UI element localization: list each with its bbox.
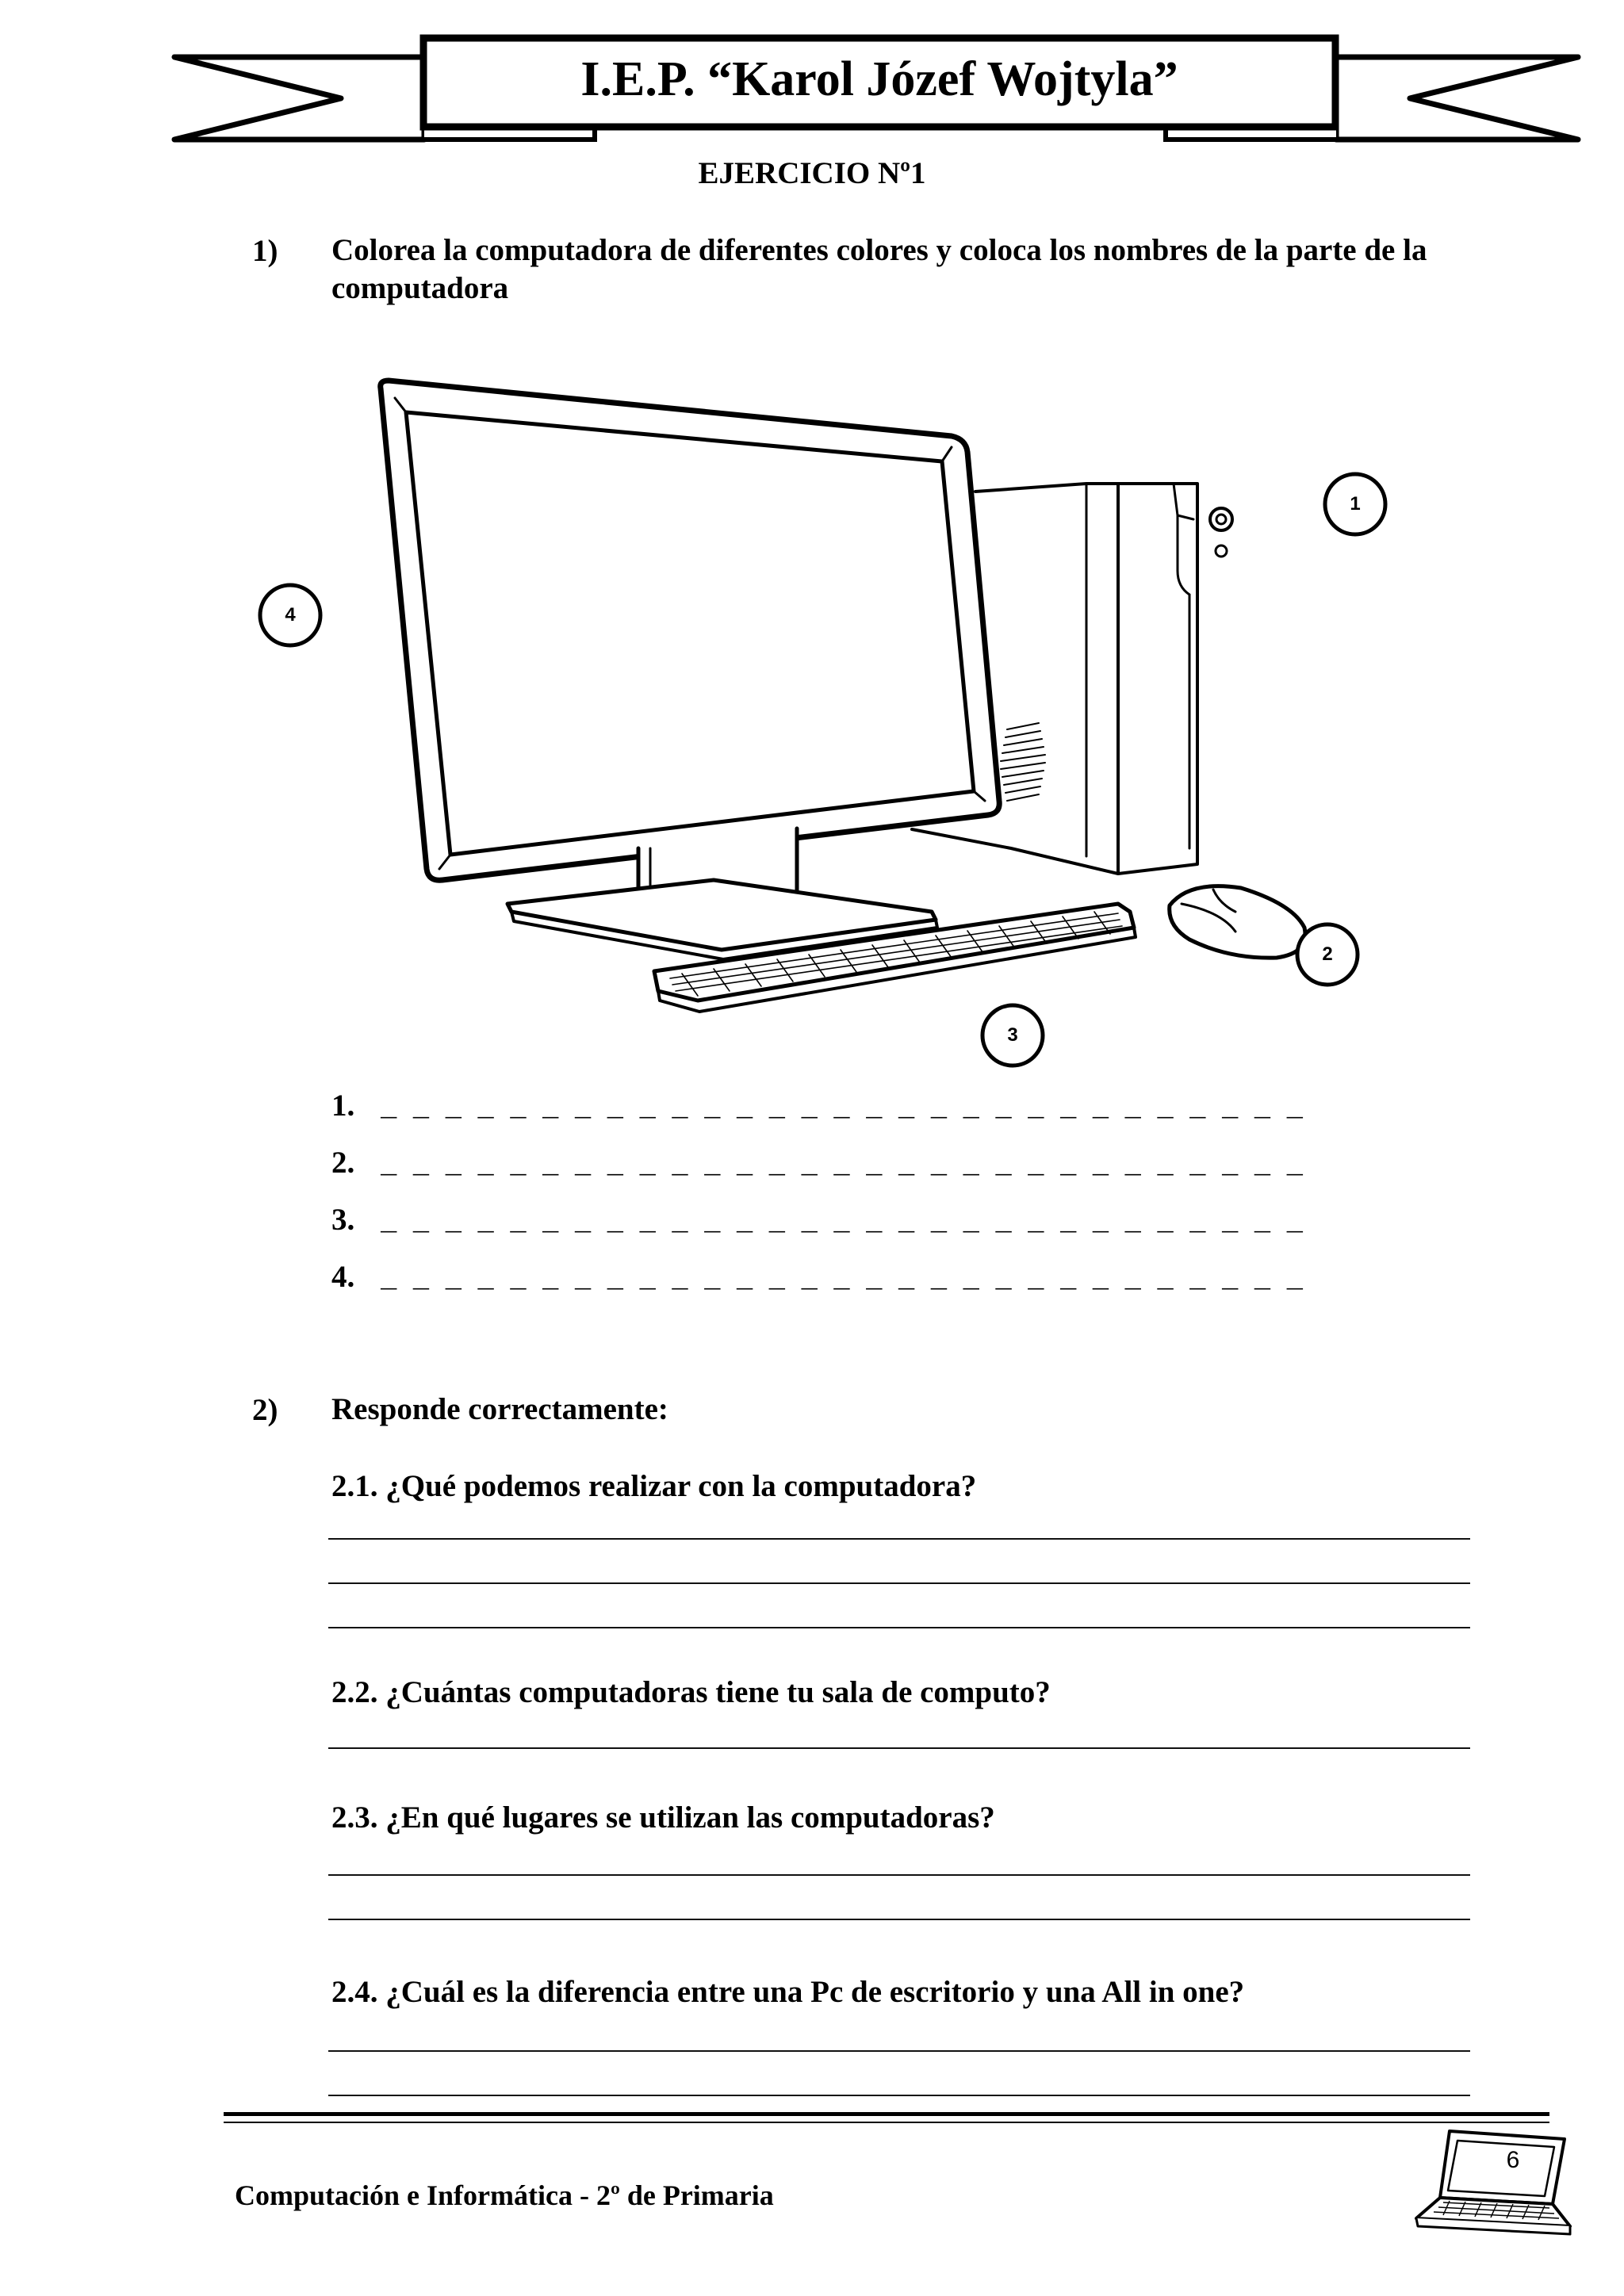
computer-illustration bbox=[238, 357, 1411, 1070]
answer-blank-1[interactable]: _ _ _ _ _ _ _ _ _ _ _ _ _ _ _ _ _ _ _ _ _ _ _ _ _ _ _ _ _ bbox=[381, 1094, 1303, 1124]
subquestion-2-1: 2.1. ¿Qué podemos realizar con la computadora? bbox=[331, 1469, 977, 1503]
answer-row-4: 4. _ _ _ _ _ _ _ _ _ _ _ _ _ _ _ _ _ _ _ _ _ _ _ _ _ _ _ _ _ bbox=[331, 1260, 1303, 1295]
course-footer: Computación e Informática - 2º de Primaria bbox=[235, 2179, 774, 2211]
question-1-number: 1) bbox=[252, 234, 278, 268]
callout-4: 4 bbox=[255, 580, 325, 650]
callout-1: 1 bbox=[1320, 469, 1390, 539]
subquestion-2-4: 2.4. ¿Cuál es la diferencia entre una Pc de escritorio y una All in one? bbox=[331, 1975, 1245, 2009]
school-name: I.E.P. “Karol Józef Wojtyla” bbox=[580, 52, 1178, 106]
answer-line[interactable] bbox=[328, 2050, 1470, 2052]
laptop-icon bbox=[1402, 2125, 1576, 2244]
page-number-badge bbox=[1402, 2125, 1576, 2244]
footer-rule-thin bbox=[224, 2122, 1549, 2123]
exercise-title: EJERCICIO Nº1 bbox=[698, 156, 926, 190]
answer-row-3: 3. _ _ _ _ _ _ _ _ _ _ _ _ _ _ _ _ _ _ _ _ _ _ _ _ _ _ _ _ _ bbox=[331, 1203, 1303, 1238]
question-1-text: Colorea la computadora de diferentes colores y coloca los nombres de la parte de la computadora bbox=[331, 233, 1427, 305]
question-2-text: Responde correctamente: bbox=[331, 1392, 668, 1426]
callout-2: 2 bbox=[1293, 920, 1362, 989]
callout-3: 3 bbox=[978, 1001, 1048, 1070]
answer-line[interactable] bbox=[328, 1627, 1470, 1628]
page-number: 6 bbox=[1506, 2147, 1520, 2173]
answer-line[interactable] bbox=[328, 2095, 1470, 2096]
answer-blank-4[interactable]: _ _ _ _ _ _ _ _ _ _ _ _ _ _ _ _ _ _ _ _ _ _ _ _ _ _ _ _ _ bbox=[381, 1265, 1303, 1295]
answer-blank-2[interactable]: _ _ _ _ _ _ _ _ _ _ _ _ _ _ _ _ _ _ _ _ _ _ _ _ _ _ _ _ _ bbox=[381, 1151, 1303, 1181]
answer-line[interactable] bbox=[328, 1747, 1470, 1749]
answer-line[interactable] bbox=[328, 1919, 1470, 1920]
question-2-number: 2) bbox=[252, 1393, 278, 1427]
subquestion-2-2: 2.2. ¿Cuántas computadoras tiene tu sala de computo? bbox=[331, 1675, 1051, 1709]
answer-line[interactable] bbox=[328, 1538, 1470, 1540]
footer-rule-thick bbox=[224, 2112, 1549, 2116]
answer-blank-3[interactable]: _ _ _ _ _ _ _ _ _ _ _ _ _ _ _ _ _ _ _ _ _ _ _ _ _ _ _ _ _ bbox=[381, 1208, 1303, 1238]
subquestion-2-3: 2.3. ¿En qué lugares se utilizan las computadoras? bbox=[331, 1800, 995, 1835]
answer-line[interactable] bbox=[328, 1874, 1470, 1876]
answer-row-2: 2. _ _ _ _ _ _ _ _ _ _ _ _ _ _ _ _ _ _ _ _ _ _ _ _ _ _ _ _ _ bbox=[331, 1146, 1303, 1181]
answer-row-1: 1. _ _ _ _ _ _ _ _ _ _ _ _ _ _ _ _ _ _ _ _ _ _ _ _ _ _ _ _ _ bbox=[331, 1089, 1303, 1124]
answer-line[interactable] bbox=[328, 1582, 1470, 1584]
